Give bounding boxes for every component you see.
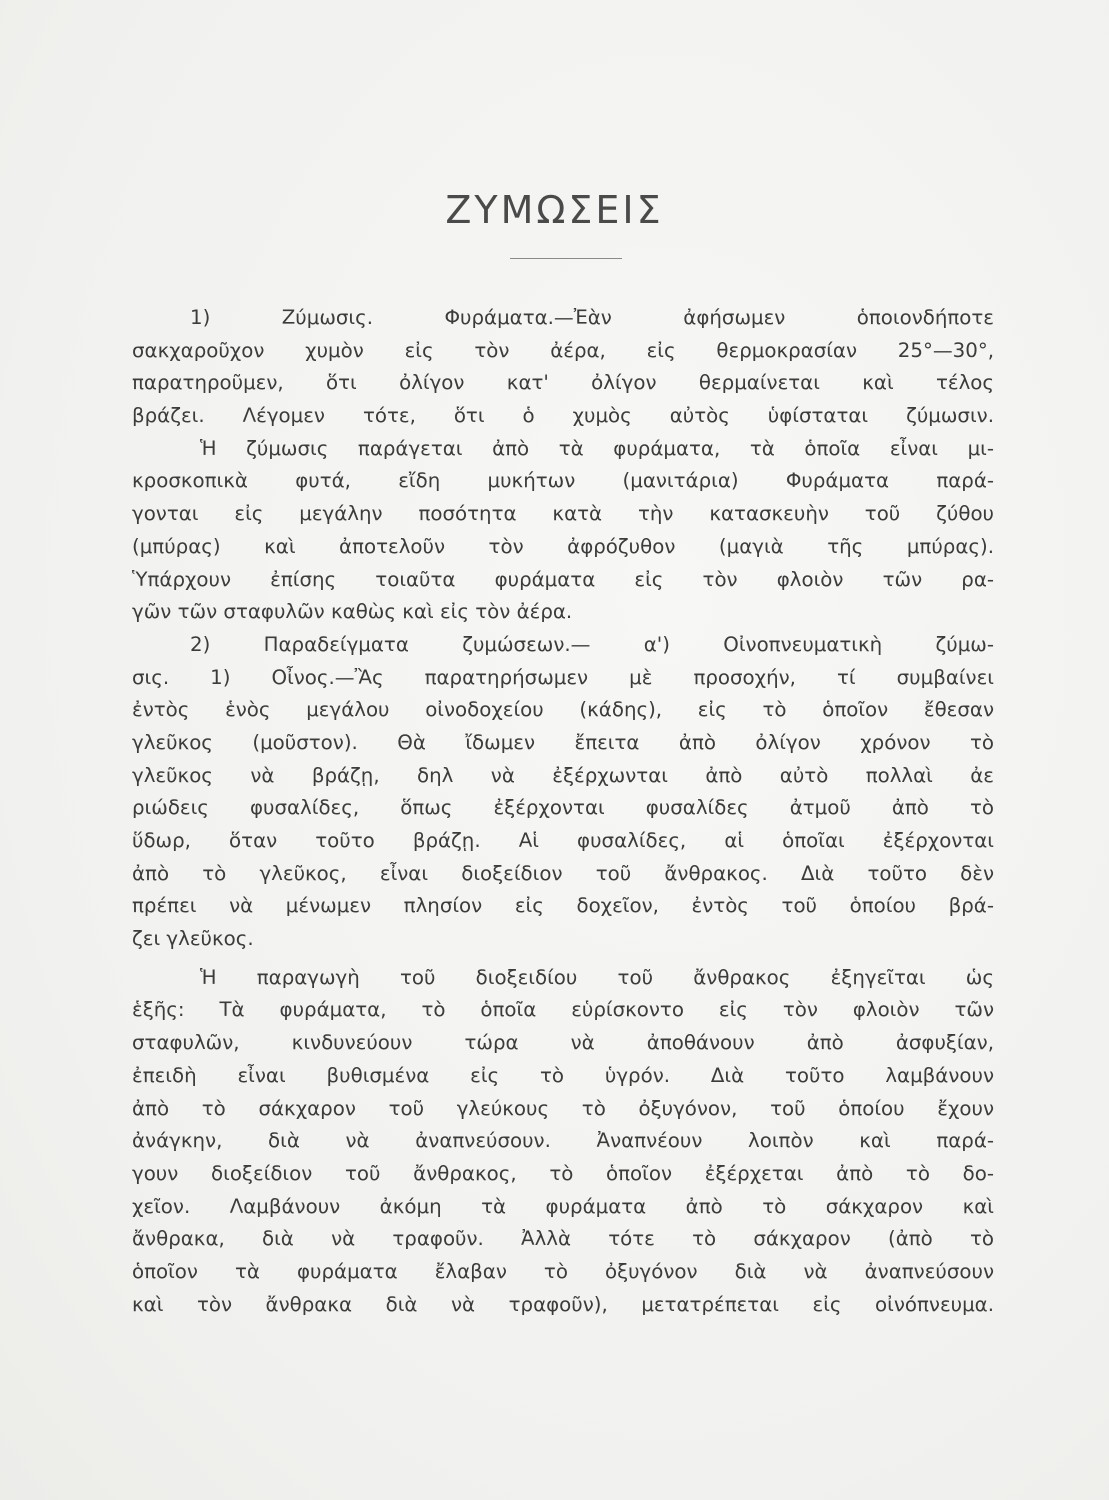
text-line: σις. 1) Οἶνος.—Ἂς παρατηρήσωμεν μὲ προσοχήν, τί συμβαίνει	[132, 665, 994, 689]
text-line: ἀπὸ τὸ σάκχαρον τοῦ γλεύκους τὸ ὀξυγόνον, τοῦ ὁποίου ἔχουν	[132, 1096, 994, 1120]
text-line: γουν διοξείδιον τοῦ ἄνθρακος, τὸ ὁποῖον ἐξέρχεται ἀπὸ τὸ δο-	[132, 1161, 994, 1185]
text-line: γονται εἰς μεγάλην ποσότητα κατὰ τὴν κατασκευὴν τοῦ ζύθου	[132, 502, 994, 526]
text-line: ἐπειδὴ εἶναι βυθισμένα εἰς τὸ ὑγρόν. Διὰ τοῦτο λαμβάνουν	[132, 1063, 994, 1087]
title-divider	[510, 258, 622, 259]
text-line: Ὑπάρχουν ἐπίσης τοιαῦτα φυράματα εἰς τὸν φλοιὸν τῶν ρα-	[132, 567, 994, 591]
text-line: 1) Ζύμωσις. Φυράματα.—Ἐὰν ἀφήσωμεν ὁποιονδήποτε	[190, 306, 994, 329]
text-line: 2) Παραδείγματα ζυμώσεων.— α') Οἰνοπνευματικὴ ζύμω-	[190, 632, 994, 656]
text-line: Ἡ ζύμωσις παράγεται ἀπὸ τὰ φυράματα, τὰ ὁποῖα εἶναι μι-	[200, 436, 994, 460]
text-line: γλεῦκος νὰ βράζῃ, δηλ νὰ ἐξέρχωνται ἀπὸ αὐτὸ πολλαὶ ἀε	[132, 763, 994, 787]
text-line: ὁποῖον τὰ φυράματα ἔλαβαν τὸ ὀξυγόνον διὰ νὰ ἀναπνεύσουν	[132, 1259, 994, 1283]
text-line: χεῖον. Λαμβάνουν ἀκόμη τὰ φυράματα ἀπὸ τὸ σάκχαρον καὶ	[132, 1194, 994, 1218]
text-line: καὶ τὸν ἄνθρακα διὰ νὰ τραφοῦν), μετατρέπεται εἰς οἰνόπνευμα.	[132, 1292, 994, 1316]
text-line: σακχαροῦχον χυμὸν εἰς τὸν ἀέρα, εἰς θερμοκρασίαν 25°—30°,	[132, 338, 994, 362]
text-line: ἐντὸς ἑνὸς μεγάλου οἰνοδοχείου (κάδης), εἰς τὸ ὁποῖον ἔθεσαν	[132, 698, 994, 722]
text-line: ἄνθρακα, διὰ νὰ τραφοῦν. Ἀλλὰ τότε τὸ σάκχαρον (ἀπὸ τὸ	[132, 1227, 994, 1251]
text-line: βράζει. Λέγομεν τότε, ὅτι ὁ χυμὸς αὐτὸς ὑφίσταται ζύμωσιν.	[132, 404, 994, 428]
text-line: ζει γλεῦκος.	[132, 927, 254, 951]
text-line: Ἡ παραγωγὴ τοῦ διοξειδίου τοῦ ἄνθρακος ἐξηγεῖται ὡς	[200, 965, 994, 989]
text-line: γλεῦκος (μοῦστον). Θὰ ἴδωμεν ἔπειτα ἀπὸ ὀλίγον χρόνον τὸ	[132, 730, 994, 754]
text-line: σταφυλῶν, κινδυνεύουν τώρα νὰ ἀποθάνουν ἀπὸ ἀσφυξίαν,	[132, 1031, 994, 1055]
text-line: (μπύρας) καὶ ἀποτελοῦν τὸν ἀφρόζυθον (μαγιὰ τῆς μπύρας).	[132, 534, 994, 558]
text-line: παρατηροῦμεν, ὅτι ὀλίγον κατ' ὀλίγον θερμαίνεται καὶ τέλος	[132, 371, 994, 395]
text-line: ἀνάγκην, διὰ νὰ ἀναπνεύσουν. Ἀναπνέουν λοιπὸν καὶ παρά-	[132, 1129, 994, 1153]
text-body	[132, 302, 994, 1321]
text-line: ὕδωρ, ὅταν τοῦτο βράζῃ. Αἱ φυσαλίδες, αἱ ὁποῖαι ἐξέρχονται	[132, 829, 994, 852]
text-line: ἑξῆς: Τὰ φυράματα, τὸ ὁποῖα εὑρίσκοντο εἰς τὸν φλοιὸν τῶν	[132, 998, 994, 1022]
text-line: κροσκοπικὰ φυτά, εἴδη μυκήτων (μανιτάρια) Φυράματα παρά-	[132, 469, 994, 493]
text-line: γῶν τῶν σταφυλῶν καθὼς καὶ εἰς τὸν ἀέρα.	[132, 600, 573, 624]
page-title: ΖΥΜΩΣΕΙΣ	[445, 188, 664, 232]
text-line: πρέπει νὰ μένωμεν πλησίον εἰς δοχεῖον, ἐντὸς τοῦ ὁποίου βρά-	[132, 894, 994, 918]
text-line: ριώδεις φυσαλίδες, ὅπως ἐξέρχονται φυσαλίδες ἀτμοῦ ἀπὸ τὸ	[132, 796, 994, 820]
text-line: ἀπὸ τὸ γλεῦκος, εἶναι διοξείδιον τοῦ ἄνθρακος. Διὰ τοῦτο δὲν	[132, 861, 994, 885]
